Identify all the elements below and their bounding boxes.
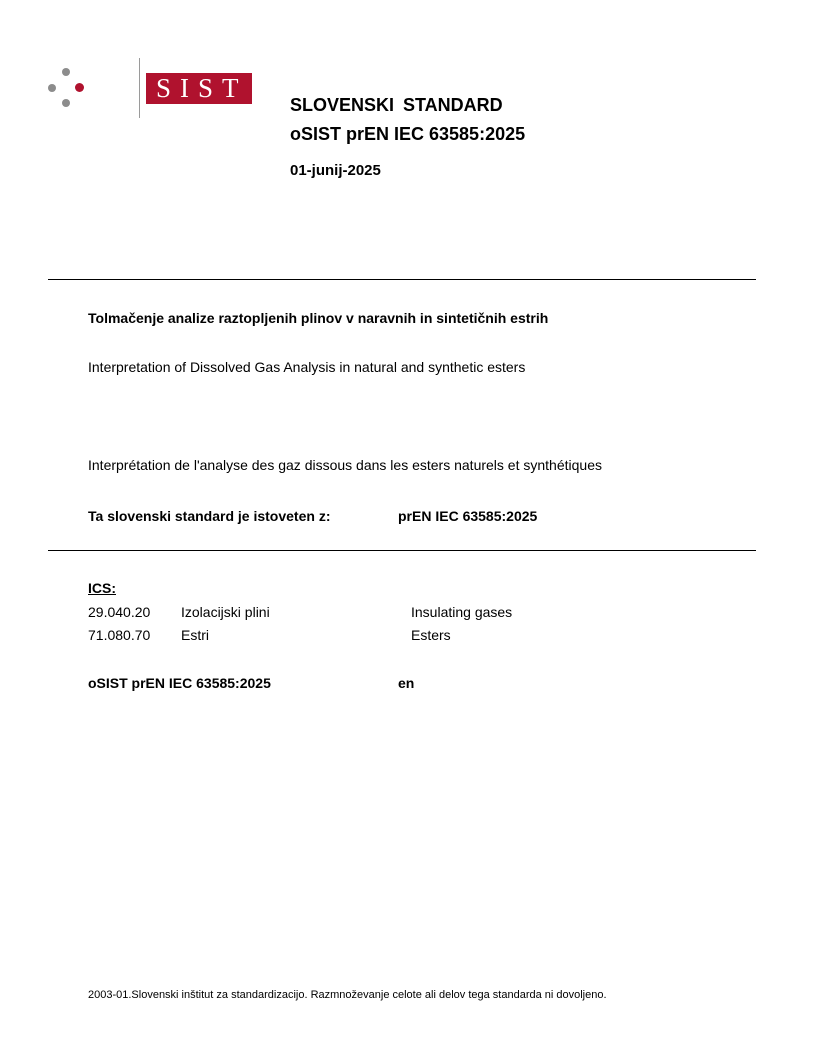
top-divider bbox=[48, 279, 756, 280]
logo-dot-icon bbox=[48, 84, 56, 92]
ics-name-en: Insulating gases bbox=[411, 604, 513, 620]
logo-dot-icon bbox=[62, 99, 70, 107]
publication-date: 01-junij-2025 bbox=[290, 162, 381, 179]
identity-label: Ta slovenski standard je istoveten z: bbox=[88, 508, 331, 524]
copyright-footer: 2003-01.Slovenski inštitut za standardizacijo. Razmnoževanje celote ali delov tega standarda ni dovoljeno. bbox=[88, 989, 607, 1001]
ics-name-en: Esters bbox=[411, 627, 451, 643]
ics-name-sl: Izolacijski plini bbox=[181, 604, 270, 620]
title-english: Interpretation of Dissolved Gas Analysis in natural and synthetic esters bbox=[88, 359, 526, 375]
ics-code: 29.040.20 bbox=[88, 604, 151, 620]
logo-wordmark: SIST bbox=[146, 73, 252, 104]
ics-label: ICS: bbox=[88, 580, 116, 596]
title-french: Interprétation de l'analyse des gaz dissous dans les esters naturels et synthétiques bbox=[88, 457, 602, 473]
document-language: en bbox=[398, 675, 415, 691]
middle-divider bbox=[48, 550, 756, 551]
standard-number: oSIST prEN IEC 63585:2025 bbox=[290, 124, 526, 144]
logo-dot-icon bbox=[62, 68, 70, 76]
title-slovenian: Tolmačenje analize raztopljenih plinov v naravnih in sintetičnih estrih bbox=[88, 310, 549, 326]
logo-red-dot-icon bbox=[75, 83, 84, 92]
logo-divider bbox=[139, 58, 140, 118]
standard-type: SLOVENSKI STANDARD bbox=[290, 95, 503, 115]
ics-code: 71.080.70 bbox=[88, 627, 151, 643]
identity-value: prEN IEC 63585:2025 bbox=[398, 508, 538, 524]
sist-logo bbox=[46, 58, 248, 120]
ics-name-sl: Estri bbox=[181, 627, 209, 643]
document-reference: oSIST prEN IEC 63585:2025 bbox=[88, 675, 271, 691]
